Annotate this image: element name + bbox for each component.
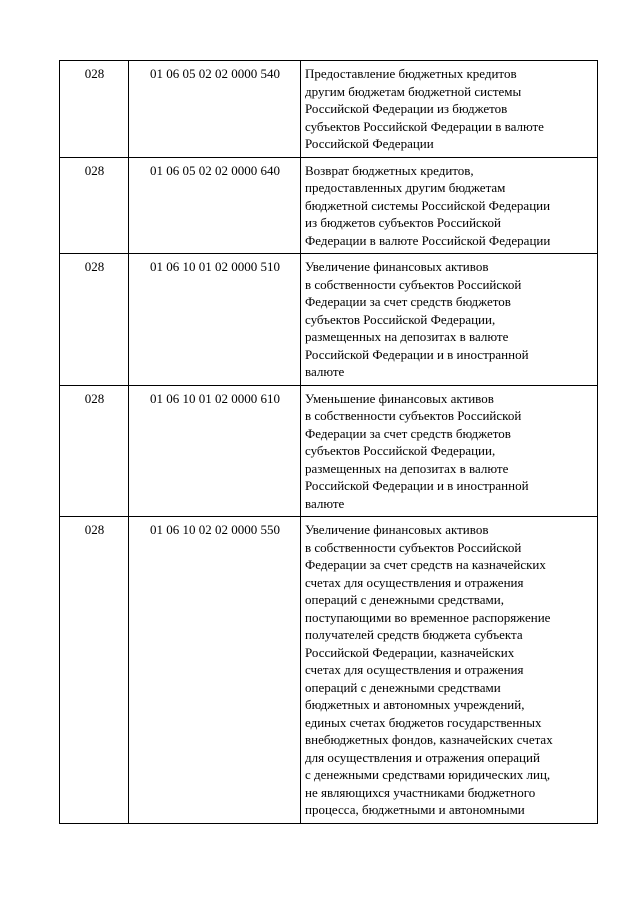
budget-classification-table	[59, 60, 598, 824]
admin-code-cell: 028	[60, 254, 129, 386]
source-name-line: счетах для осуществления и отражения	[305, 574, 524, 590]
source-name-line: операций с денежными средствами,	[305, 592, 504, 607]
source-name-cell	[301, 385, 598, 517]
table-row	[60, 385, 598, 517]
source-name-line: размещенных на депозитах в валюте	[305, 460, 509, 476]
source-name-line: в собственности субъектов Российской	[305, 276, 522, 292]
source-name-line: Возврат бюджетных кредитов,	[305, 162, 474, 178]
source-name-line: Увеличение финансовых активов	[305, 259, 489, 274]
source-name-line: Федерации за счет средств бюджетов	[305, 294, 511, 309]
admin-code-cell: 028	[60, 517, 129, 824]
source-name-line: Увеличение финансовых активов	[305, 522, 489, 537]
source-name-line: Российской Федерации и в иностранной	[305, 478, 529, 493]
admin-code-cell: 028	[60, 385, 129, 517]
source-name-line: Российской Федерации	[305, 136, 434, 151]
source-name-line: получателей средств бюджета субъекта	[305, 627, 523, 642]
source-name-line: субъектов Российской Федерации,	[305, 443, 496, 458]
source-name-line: бюджетных и автономных учреждений,	[305, 697, 525, 712]
source-name-line: внебюджетных фондов, казначейских счетах	[305, 732, 553, 747]
source-name-line: поступающими во временное распоряжение	[305, 609, 551, 625]
table-body	[60, 61, 598, 824]
source-name-line: Российской Федерации, казначейских	[305, 644, 515, 660]
source-name-line: единых счетах бюджетов государственных	[305, 714, 542, 730]
source-name-line: валюте	[305, 364, 345, 379]
source-name-line: валюте	[305, 495, 345, 511]
source-name-line: размещенных на депозитах в валюте	[305, 329, 509, 344]
budget-code-cell: 01 06 10 01 02 0000 610	[129, 385, 301, 517]
source-name-line: процесса, бюджетными и автономными	[305, 802, 525, 817]
source-name-line: с денежными средствами юридических лиц,	[305, 767, 551, 782]
table-row	[60, 157, 598, 254]
source-name-cell	[301, 517, 598, 824]
source-name-line: Федерации за счет средств на казначейских	[305, 557, 546, 572]
admin-code-cell: 028	[60, 157, 129, 254]
budget-code-cell: 01 06 05 02 02 0000 640	[129, 157, 301, 254]
budget-code-cell: 01 06 10 01 02 0000 510	[129, 254, 301, 386]
source-name-cell	[301, 61, 598, 158]
source-name-line: Российской Федерации и в иностранной	[305, 346, 529, 362]
source-name-line: Предоставление бюджетных кредитов	[305, 66, 517, 81]
source-name-line: счетах для осуществления и отражения	[305, 662, 524, 677]
source-name-line: в собственности субъектов Российской	[305, 408, 522, 423]
source-name-line: Уменьшение финансовых активов	[305, 390, 494, 406]
admin-code-cell: 028	[60, 61, 129, 158]
source-name-line: не являющихся участниками бюджетного	[305, 784, 536, 800]
source-name-line: субъектов Российской Федерации,	[305, 311, 496, 327]
source-name-line: операций с денежными средствами	[305, 679, 501, 695]
source-name-line: субъектов Российской Федерации в валюте	[305, 118, 544, 134]
source-name-line: Федерации за счет средств бюджетов	[305, 425, 511, 441]
source-name-line: бюджетной системы Российской Федерации	[305, 197, 551, 213]
source-name-cell	[301, 254, 598, 386]
source-name-line: Российской Федерации из бюджетов	[305, 101, 508, 116]
source-name-line: другим бюджетам бюджетной системы	[305, 83, 522, 99]
source-name-line: из бюджетов субъектов Российской	[305, 215, 501, 230]
source-name-cell	[301, 157, 598, 254]
table-row	[60, 254, 598, 386]
table-row	[60, 61, 598, 158]
budget-code-cell: 01 06 10 02 02 0000 550	[129, 517, 301, 824]
source-name-line: для осуществления и отражения операций	[305, 749, 540, 765]
budget-code-cell: 01 06 05 02 02 0000 540	[129, 61, 301, 158]
source-name-line: предоставленных другим бюджетам	[305, 180, 506, 195]
table-row	[60, 517, 598, 824]
source-name-line: в собственности субъектов Российской	[305, 539, 522, 555]
source-name-line: Федерации в валюте Российской Федерации	[305, 232, 551, 248]
